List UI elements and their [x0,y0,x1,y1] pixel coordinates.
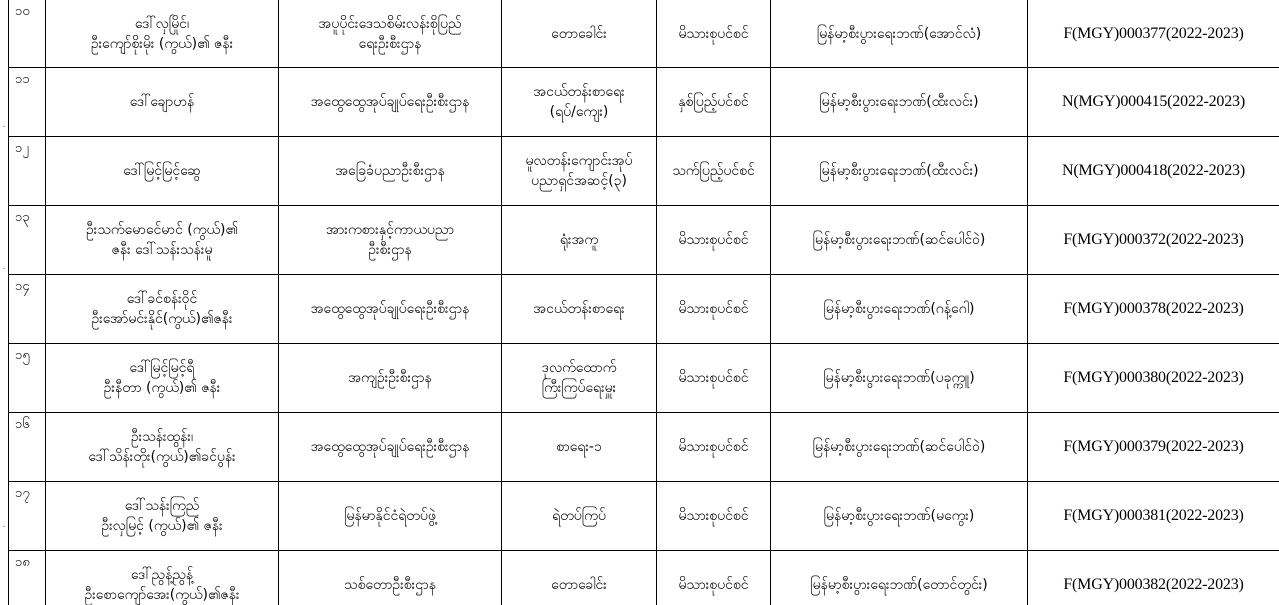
cell-position [502,482,657,551]
cell-pension-type: သက်ပြည့်ပင်စင် [657,137,771,206]
table-row [9,551,1279,605]
cell-name [46,275,279,344]
cell-position [502,137,657,206]
cell-position-line: ပညာရှင်အဆင့်(၃) [530,173,628,189]
cell-name-line: ဦးအော်မင်းနိုင်(ကွယ်)၏ဇနီး [91,311,233,327]
cell-pension-type: မိသားစုပင်စင် [657,275,771,344]
cell-department [279,275,502,344]
cell-name-line: ဒေါ်လှမြိုင်၊ [134,15,190,32]
cell-position-line: စာရေး-၁ [556,439,602,455]
cell-name-line: ဒေါ်သန်းကြည် [124,498,200,514]
cell-department [279,206,502,275]
cell-position-line: မူလတန်းကျောင်းအုပ် [525,153,633,169]
cell-name-line: ဦးသက်မောင်ေမာင် (ကွယ်)၏ [86,222,238,238]
cell-name-line: ဒေါ်ချောဟန် [129,94,195,110]
cell-position-line: အငယ်တန်းစာရေး [533,301,625,317]
cell-name [46,413,279,482]
gutter-mark: . [2,262,6,272]
cell-registration-no: F(MGY)000377(2022-2023) [1028,0,1279,68]
cell-registration-no: F(MGY)000382(2022-2023) [1028,551,1279,605]
cell-department [279,68,502,137]
cell-name-line: ဒေါ်ညွန့်ညွန့် [130,567,194,583]
cell-name-line: ဒေါ်မြင့်မြင့်ဆွေ [123,163,201,179]
cell-bank-branch: မြန်မာ့စီးပွားရေးဘဏ်(ဂန့်ဂေါ) [771,275,1028,344]
cell-position-line: တောခေါင်း [551,577,607,593]
cell-bank-branch: မြန်မာ့စီးပွားရေးဘဏ်(အောင်လံ) [771,0,1028,68]
cell-registration-no: F(MGY)000378(2022-2023) [1028,275,1279,344]
cell-name-line: ဦးသန်းထွန်း၊ [130,429,194,445]
cell-department-line: အထွေထွေအုပ်ချုပ်ရေးဦးစီးဌာန [310,94,470,110]
cell-serial-no: ၁၁ [9,68,46,137]
cell-pension-type: မိသားစုပင်စင် [657,482,771,551]
cell-bank-branch: မြန်မာ့စီးပွားရေးဘဏ်(ဆင်ပေါင်ဝဲ) [771,206,1028,275]
cell-name [46,137,279,206]
cell-name-line: ဦးကျော်စိုးမိုး (ကွယ်)၏ ဇနီး [90,35,234,52]
cell-department [279,413,502,482]
table-body [9,0,1279,605]
cell-position-line: ရုံးအကူ [559,232,599,248]
cell-position [502,344,657,413]
cell-name [46,551,279,605]
cell-position-line: ကြီးကြပ်ရေးမှူး [541,380,617,396]
cell-bank-branch: မြန်မာ့စီးပွားရေးဘဏ်(တောင်တွင်း) [771,551,1028,605]
cell-department [279,344,502,413]
cell-name [46,206,279,275]
cell-position [502,206,657,275]
cell-registration-no: N(MGY)000415(2022-2023) [1028,68,1279,137]
pension-register-table [8,0,1279,605]
cell-serial-no: ၁၂ [9,137,46,206]
cell-name-line: ဒေါ်မြင့်မြင့်ရီ [129,360,195,376]
cell-bank-branch: မြန်မာ့စီးပွားရေးဘဏ်(ပခုက္ကူ) [771,344,1028,413]
cell-pension-type: မိသားစုပင်စင် [657,413,771,482]
cell-department [279,0,502,68]
cell-position-line: တောခေါင်း [551,25,607,42]
cell-pension-type: မိသားစုပင်စင် [657,0,771,68]
table-row [9,482,1279,551]
cell-serial-no: ၁၃ [9,206,46,275]
cell-department-line: အပူပိုင်းဒေသစိမ်းလန်းစိုပြည် [318,15,462,32]
cell-registration-no: F(MGY)000372(2022-2023) [1028,206,1279,275]
cell-name-line: ဇနီး ဒေါ်သန်းသန်းမူ [111,242,213,258]
gutter-mark: . [2,120,6,130]
cell-department-line: အထွေထွေအုပ်ချုပ်ရေးဦးစီးဌာန [310,439,470,455]
cell-department-line: သစ်တောဦးစီးဌာန [344,577,436,593]
cell-department-line: အားကစားနှင့်ကာယပညာ [325,222,455,238]
cell-pension-type: နှစ်ပြည့်ပင်စင် [657,68,771,137]
cell-department-line: ရေးဦးစီးဌာန [358,35,422,52]
table-row [9,0,1279,68]
cell-pension-type: မိသားစုပင်စင် [657,206,771,275]
cell-bank-branch: မြန်မာ့စီးပွားရေးဘဏ်(ဆင်ပေါင်ဝဲ) [771,413,1028,482]
cell-name-line: ဦးစောကျော်အေး(ကွယ်)၏ဇနီး [84,587,240,603]
table-row [9,275,1279,344]
cell-bank-branch: မြန်မာ့စီးပွားရေးဘဏ်(ထီးလင်း) [771,137,1028,206]
table-row [9,344,1279,413]
cell-name-line: ဒေါ်ခင်စန်းဝိုင် [126,291,198,307]
cell-name [46,482,279,551]
cell-department [279,482,502,551]
cell-name-line: ဦးလှမြင့် (ကွယ်)၏ ဇနီး [101,518,223,534]
cell-department-line: မြန်မာနိုင်ငံရဲတပ်ဖွဲ့ [344,508,436,524]
cell-serial-no: ၁၈ [9,551,46,605]
cell-position [502,0,657,68]
cell-serial-no: ၁၅ [9,344,46,413]
cell-name [46,344,279,413]
table-row [9,206,1279,275]
cell-bank-branch: မြန်မာ့စီးပွားရေးဘဏ်(မကွေး) [771,482,1028,551]
cell-registration-no: F(MGY)000381(2022-2023) [1028,482,1279,551]
table-row [9,68,1279,137]
cell-pension-type: မိသားစုပင်စင် [657,344,771,413]
cell-name-line: ဒေါ်သိန်းတိုး(ကွယ်)၏ခင်ပွန်း [88,449,236,465]
cell-position [502,68,657,137]
cell-position [502,275,657,344]
cell-serial-no: ၁၄ [9,275,46,344]
cell-department-line: ဦးစီးဌာန [368,242,412,258]
cell-department-line: အခြေခံပညာဦးစီးဌာန [335,163,445,179]
cell-pension-type: မိသားစုပင်စင် [657,551,771,605]
gutter-mark: . [2,520,6,530]
cell-registration-no: N(MGY)000418(2022-2023) [1028,137,1279,206]
cell-position-line: ရဲတပ်ကြပ် [552,508,606,524]
cell-name [46,0,279,68]
cell-name [46,68,279,137]
cell-serial-no: ၁၆ [9,413,46,482]
cell-registration-no: F(MGY)000380(2022-2023) [1028,344,1279,413]
cell-department-line: အထွေထွေအုပ်ချုပ်ရေးဦးစီးဌာန [310,301,470,317]
cell-department-line: အကျဉ်းဦးစီးဌာန [348,370,432,386]
cell-registration-no: F(MGY)000379(2022-2023) [1028,413,1279,482]
cell-position [502,551,657,605]
table-row [9,137,1279,206]
cell-serial-no: ၁၀ [9,0,46,68]
cell-position-line: (ရပ်/ကျေး) [549,104,609,120]
cell-position-line: အငယ်တန်းစာရေး [533,84,625,100]
cell-serial-no: ၁၇ [9,482,46,551]
cell-position-line: ဒုလက်ထောက် [541,360,617,376]
cell-department [279,551,502,605]
cell-name-line: ဦးနီတာ (ကွယ်)၏ ဇနီး [103,380,221,396]
cell-position [502,413,657,482]
cell-department [279,137,502,206]
cell-bank-branch: မြန်မာ့စီးပွားရေးဘဏ်(ထီးလင်း) [771,68,1028,137]
table-row [9,413,1279,482]
